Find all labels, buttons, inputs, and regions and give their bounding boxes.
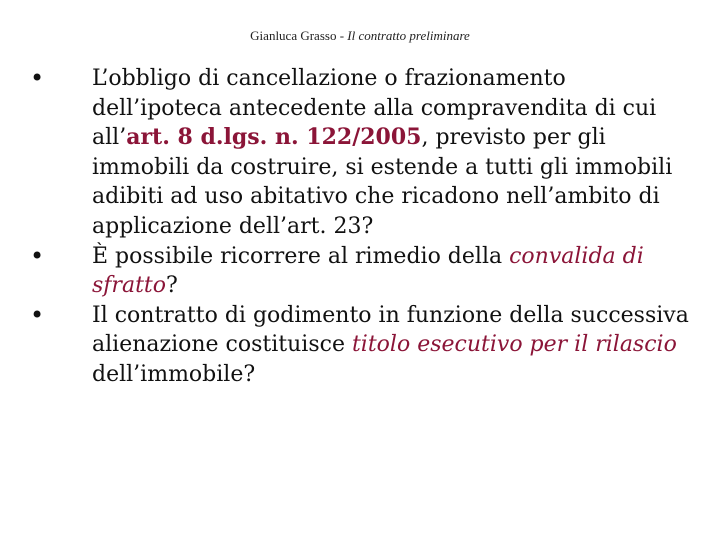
bullet-item: [28, 301, 700, 390]
bullet-text: L’obbligo di cancellazione o frazionamento dell’ipoteca antecedente alla compravendita di cui all’: [92, 66, 657, 151]
bullet-text: ?: [166, 273, 178, 299]
bullet-text: , previsto per gli immobili da costruire, si estende a tutti gli immobili adibiti ad uso abitativo che ricadono nell’ambito di applicazione dell’art. 23?: [92, 125, 673, 239]
bullet-dot-icon: •: [30, 64, 45, 92]
bullet-item: [28, 64, 700, 242]
bullet-text: È possibile ricorrere al rimedio della: [92, 243, 510, 269]
law-reference: art. 8 d.lgs. n. 122/2005: [126, 124, 422, 151]
bullet-text: dell’immobile?: [92, 361, 256, 387]
bullet-item: [28, 242, 700, 301]
bullet-dot-icon: •: [30, 300, 45, 329]
emphasis-term: convalida di sfratto: [92, 243, 644, 299]
bullet-dot-icon: •: [30, 241, 45, 270]
emphasis-term: titolo esecutivo per il rilascio: [351, 332, 677, 358]
bullet-text: Il contratto di godimento in funzione della successiva alienazione costituisce: [92, 302, 689, 358]
header-author: Gianluca Grasso -: [250, 28, 348, 43]
header-title: Il contratto preliminare: [347, 28, 470, 43]
slide-header: [0, 28, 720, 44]
bullet-list: [28, 64, 700, 390]
